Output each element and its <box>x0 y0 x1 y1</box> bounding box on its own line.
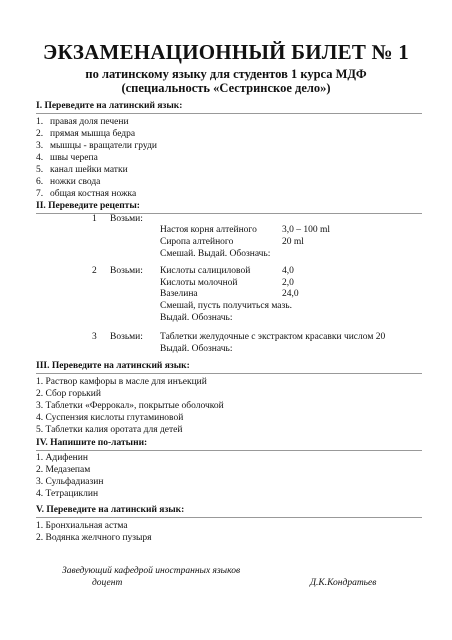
ingredient-name: Кислоты молочной <box>160 278 238 288</box>
recipe-instruction: Смешай, пусть получиться мазь. <box>160 301 292 311</box>
footer-title: доцент <box>92 578 123 588</box>
list-item: швы черепа <box>50 153 98 163</box>
section-1-heading: I. Переведите на латинский язык: <box>36 101 183 111</box>
recipe-number: 1 <box>92 214 97 224</box>
ingredient-quantity: 2,0 <box>282 278 294 288</box>
ingredient-name: Таблетки желудочные с экстрактом красавки числом 20 <box>160 332 386 342</box>
list-item-number: 5. <box>36 165 44 175</box>
list-item: прямая мышца бедра <box>50 129 136 139</box>
list-item: 2. Водянка желчного пузыря <box>36 533 152 543</box>
list-item: 3. Таблетки «Феррокал», покрытые оболочкой <box>36 401 224 411</box>
recipe-take-label: Возьми: <box>110 214 143 224</box>
footer-position: Заведующий кафедрой иностранных языков <box>62 566 241 576</box>
list-item: правая доля печени <box>50 117 129 127</box>
list-item: ножки свода <box>50 177 101 187</box>
recipe-take-label: Возьми: <box>110 266 143 276</box>
list-item: общая костная ножка <box>50 189 137 199</box>
list-item: мышцы - вращатели груди <box>50 141 157 151</box>
recipe-number: 3 <box>92 332 97 342</box>
section-divider <box>36 450 422 451</box>
section-5-heading: V. Переведите на латинский язык: <box>36 505 185 515</box>
list-item: 5. Таблетки калия оротата для детей <box>36 425 183 435</box>
list-item-number: 4. <box>36 153 44 163</box>
list-item-number: 2. <box>36 129 44 139</box>
list-item: 1. Адифенин <box>36 453 88 463</box>
list-item: 1. Раствор камфоры в масле для инъекций <box>36 377 207 387</box>
list-item-number: 3. <box>36 141 44 151</box>
section-divider <box>36 113 422 114</box>
list-item: 4. Тетрациклин <box>36 489 99 499</box>
list-item: 2. Медазепам <box>36 465 91 475</box>
recipe-instruction: Выдай. Обозначь: <box>160 344 233 354</box>
section-3-heading: III. Переведите на латинский язык: <box>36 361 190 371</box>
section-2-heading: II. Переведите рецепты: <box>36 201 140 211</box>
list-item: 3. Сульфадиазин <box>36 477 104 487</box>
list-item: 2. Сбор горький <box>36 389 101 399</box>
ingredient-name: Вазелина <box>160 289 198 299</box>
recipe-instruction: Выдай. Обозначь: <box>160 313 233 323</box>
recipe-instruction: Смешай. Выдай. Обозначь: <box>160 249 271 259</box>
ingredient-quantity: 20 ml <box>282 237 304 247</box>
ingredient-quantity: 3,0 – 100 ml <box>282 225 331 235</box>
footer-signature: Д.К.Кондратьев <box>310 578 377 588</box>
recipe-take-label: Возьми: <box>110 332 143 342</box>
list-item: 1. Бронхиальная астма <box>36 521 128 531</box>
list-item-number: 7. <box>36 189 44 199</box>
list-item: 4. Суспензия кислоты глутаминовой <box>36 413 184 423</box>
recipe-number: 2 <box>92 266 97 276</box>
ingredient-name: Сиропа алтейного <box>160 237 234 247</box>
list-item-number: 1. <box>36 117 44 127</box>
ingredient-name: Настоя корня алтейного <box>160 225 257 235</box>
ingredient-quantity: 24,0 <box>282 289 299 299</box>
ingredient-name: Кислоты салициловой <box>160 266 251 276</box>
section-4-heading: IV. Напишите по-латыни: <box>36 438 148 448</box>
subtitle-line-1: по латинскому языку для студентов 1 курса МДФ <box>85 67 367 81</box>
list-item: канал шейки матки <box>50 165 128 175</box>
section-divider <box>36 517 422 518</box>
subtitle-line-2: (специальность «Сестринское дело») <box>121 81 331 95</box>
section-divider <box>36 373 422 374</box>
page-title: ЭКЗАМЕНАЦИОННЫЙ БИЛЕТ № 1 <box>43 40 409 64</box>
ingredient-quantity: 4,0 <box>282 266 294 276</box>
list-item-number: 6. <box>36 177 44 187</box>
